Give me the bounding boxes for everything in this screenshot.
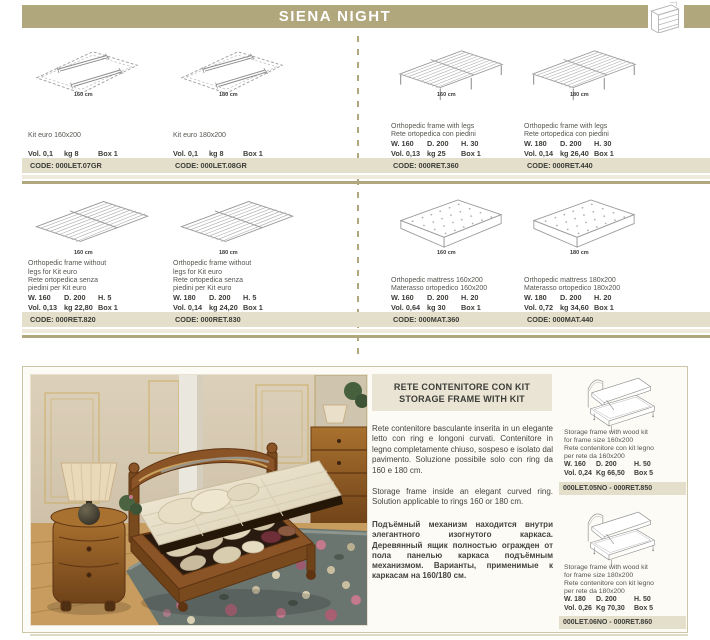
size-label: 180 cm bbox=[219, 250, 238, 256]
product-name: Orthopedic frame without legs for Kit euro Rete ortopedica senza piedini per Kit euro bbox=[28, 260, 107, 293]
kit-frame-180-drawing bbox=[173, 45, 305, 105]
product-card-frame-legs-180 bbox=[524, 45, 656, 158]
storage-product-180: Storage frame with wood kit for frame size 180x200 Rete contenitore con kit legno per rete da 180x200 W. 180 D. 200 H. 50 Vol. 0,26 Kg 70,30 Box 5 bbox=[564, 564, 654, 612]
kit-frame-160-drawing bbox=[28, 45, 160, 105]
product-specs: Vol. 0,1 kg 8 Box 1 bbox=[173, 148, 263, 158]
slatted-frame-legs-drawing bbox=[391, 45, 523, 105]
code-band-row1 bbox=[22, 158, 710, 173]
product-card-mattress-160 bbox=[391, 195, 523, 312]
size-label: 160 cm bbox=[437, 92, 456, 98]
product-name: Orthopedic frame with legs Rete ortopedica con piedini bbox=[391, 122, 476, 139]
mattress-drawing bbox=[391, 195, 523, 261]
description-italian: Rete contenitore basculante inserita in un elegante letto con ring e longoni curvati. Contenitore in legno completamente chiuso, sospeso e isolato dal pavimento. Soluzione possibile solo con ring da 160 e 180 cm. bbox=[372, 424, 553, 475]
storage-bed-photo bbox=[30, 374, 368, 626]
product-code: CODE: 000MAT.360 bbox=[393, 315, 460, 324]
row-divider bbox=[22, 181, 710, 184]
size-label: 160 cm bbox=[437, 250, 456, 256]
storage-title-en: STORAGE FRAME WITH KIT bbox=[399, 393, 525, 404]
description-english: Storage frame inside an elegant curved ring. Solution applicable to rings 160 or 180 cm. bbox=[372, 487, 553, 507]
slatted-frame-legs-drawing bbox=[524, 45, 656, 105]
mattress-drawing bbox=[524, 195, 656, 261]
product-code: CODE: 000LET.07GR bbox=[30, 161, 102, 170]
product-card-frame-nolegs-180 bbox=[173, 195, 305, 312]
slatted-frame-flat-drawing bbox=[173, 195, 305, 260]
product-card-mattress-180 bbox=[524, 195, 656, 312]
product-name: Kit euro 160x200 bbox=[28, 132, 81, 140]
product-specs: W. 180 D. 200 H. 30 Vol. 0,14 kg 26,40 Box 1 bbox=[524, 139, 614, 158]
band-strip bbox=[22, 329, 710, 333]
product-specs: W. 180 D. 200 H. 5 Vol. 0,14 kg 24,20 Box 1 bbox=[173, 293, 263, 312]
product-specs: W. 180 D. 200 H. 20 Vol. 0,72 kg 34,60 Box 1 bbox=[524, 293, 614, 312]
band-strip bbox=[22, 175, 710, 179]
size-label: 160 cm bbox=[74, 250, 93, 256]
storage-product-code: 000LET.05NO - 000RET.850 bbox=[559, 482, 686, 495]
storage-product-code: 000LET.06NO - 000RET.860 bbox=[559, 616, 686, 629]
product-specs: W. 160 D. 200 H. 20 Vol. 0,64 kg 30 Box 1 bbox=[391, 293, 481, 312]
size-label: 180 cm bbox=[570, 92, 589, 98]
product-code: CODE: 000RET.440 bbox=[527, 161, 593, 170]
product-code: CODE: 000RET.820 bbox=[30, 315, 96, 324]
storage-title-it: RETE CONTENITORE CON KIT bbox=[393, 381, 531, 392]
size-label: 160 cm bbox=[74, 92, 93, 98]
product-code: CODE: 000LET.08GR bbox=[175, 161, 247, 170]
product-card-frame-legs-160 bbox=[391, 45, 523, 158]
row-divider bbox=[22, 335, 710, 338]
page-title: SIENA NIGHT bbox=[278, 8, 392, 25]
size-label: 180 cm bbox=[219, 92, 238, 98]
product-code: CODE: 000RET.830 bbox=[175, 315, 241, 324]
header-bar bbox=[22, 5, 648, 28]
furniture-sketch-icon bbox=[645, 1, 682, 33]
slatted-frame-flat-drawing bbox=[28, 195, 160, 260]
product-name: Kit euro 180x200 bbox=[173, 132, 226, 140]
product-card-kit-160 bbox=[28, 45, 160, 158]
storage-bed-180-drawing bbox=[557, 506, 683, 566]
product-name: Orthopedic mattress 160x200 Materasso ortopedico 160x200 bbox=[391, 276, 488, 293]
description-russian: Подъёмный механизм находится внутри элегантного изогнутого каркаса. Деревянный ящик полностью огражден от пола панелью каркаса подъёмным механизмом. Варианты, применимые к каркасам на 160/180 см. bbox=[372, 520, 553, 581]
product-specs: Vol. 0,1 kg 8 Box 1 bbox=[28, 148, 118, 158]
storage-product-160: Storage frame with wood kit for frame size 160x200 Rete contenitore con kit legno per rete da 160x200 W. 160 D. 200 H. 50 Vol. 0,24 Kg 66,50 Box 5 bbox=[564, 429, 654, 477]
product-card-kit-180 bbox=[173, 45, 305, 158]
section-shadow bbox=[30, 634, 688, 636]
product-code: CODE: 000MAT.440 bbox=[527, 315, 594, 324]
product-card-frame-nolegs-160 bbox=[28, 195, 160, 312]
storage-bed-160-drawing bbox=[557, 372, 683, 432]
storage-title-box bbox=[372, 374, 552, 411]
size-label: 180 cm bbox=[570, 250, 589, 256]
corner-accent-block bbox=[684, 5, 710, 28]
code-band-row2 bbox=[22, 312, 710, 327]
product-specs: W. 160 D. 200 H. 5 Vol. 0,13 kg 22,80 Box 1 bbox=[28, 293, 118, 312]
product-name: Orthopedic mattress 180x200 Materasso ortopedico 180x200 bbox=[524, 276, 621, 293]
product-code: CODE: 000RET.360 bbox=[393, 161, 459, 170]
product-name: Orthopedic frame with legs Rete ortopedica con piedini bbox=[524, 122, 609, 139]
product-name: Orthopedic frame without legs for Kit euro Rete ortopedica senza piedini per Kit euro bbox=[173, 260, 252, 293]
product-specs: W. 160 D. 200 H. 30 Vol. 0,13 kg 25 Box 1 bbox=[391, 139, 481, 158]
